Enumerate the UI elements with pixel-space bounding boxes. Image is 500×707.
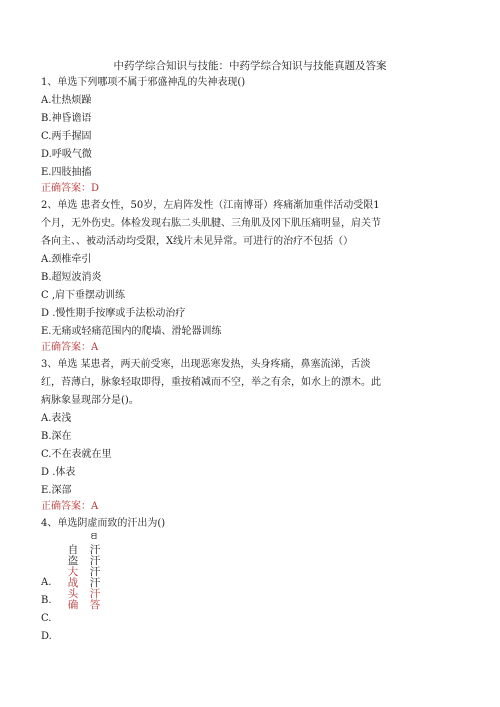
q3-option-c: C.不在表就在里 bbox=[41, 449, 112, 460]
q4-col-top-mark: ᗺ bbox=[91, 532, 97, 541]
q4-col-right-char: 汗 bbox=[89, 566, 101, 578]
q4-col-right bbox=[88, 545, 102, 611]
q3-stem-line3: 病脉象显现部分是()。 bbox=[41, 395, 139, 406]
q3-stem-line1: 3、单选 某患者，两天前受寒，出现恶寒发热，头身疼痛，鼻塞流涕，舌淡 bbox=[41, 359, 371, 370]
q4-col-left-char: 大 bbox=[67, 566, 79, 578]
q2-answer: 正确答案：A bbox=[41, 342, 99, 353]
q1-option-a: A.壮热烦躁 bbox=[41, 95, 92, 106]
q1-stem: 1、单选下列哪项不属于邪盛神乱的失神表现() bbox=[41, 77, 246, 88]
q4-col-left-char: 头 bbox=[67, 588, 79, 600]
q1-option-d: D.呼吸气微 bbox=[41, 149, 92, 160]
q2-stem-line1: 2、单选 患者女性，50岁，左肩阵发性（江南博哥）疼痛渐加重伴活动受限1 bbox=[41, 200, 380, 211]
q4-option-b: B. bbox=[41, 595, 52, 606]
q4-option-a: A. bbox=[41, 577, 52, 588]
q2-stem-line2: 个月，无外伤史。体检发现右肱二头肌腱、三角肌及冈下肌压痛明显，肩关节 bbox=[41, 218, 381, 229]
q4-option-d: D. bbox=[41, 631, 52, 642]
q2-option-e: E.无痛或轻痛范围内的爬墙、滑轮器训练 bbox=[41, 326, 222, 337]
q1-option-e: E.四肢抽搐 bbox=[41, 167, 92, 178]
q3-option-b: B.深在 bbox=[41, 431, 72, 442]
q4-col-left-char: 确 bbox=[67, 599, 79, 611]
q4-option-c: C. bbox=[41, 613, 52, 624]
q2-option-d: D .慢性期手按摩或手法松动治疗 bbox=[41, 308, 186, 319]
q2-option-a: A.颈椎牵引 bbox=[41, 254, 92, 265]
q3-option-e: E.深部 bbox=[41, 485, 72, 496]
q4-col-left-char: 盗 bbox=[67, 555, 79, 567]
q3-option-a: A.表浅 bbox=[41, 413, 72, 424]
page-title: 中药学综合知识与技能：中药学综合知识与技能真题及答案 bbox=[113, 60, 387, 72]
q4-col-right-char: 汗 bbox=[89, 577, 101, 589]
q3-answer: 正确答案：A bbox=[41, 501, 99, 512]
q3-stem-line2: 红，苔薄白，脉象轻取即得，重按稍减而不空，举之有余，如水上的漂木。此 bbox=[41, 377, 381, 388]
q1-option-c: C.两手握固 bbox=[41, 131, 92, 142]
q2-stem-line3: 各向主、、被动活动均受限，X线片未见异常。可进行的治疗不包括（） bbox=[41, 236, 354, 247]
q3-option-d: D .体表 bbox=[41, 467, 76, 478]
q4-col-left-char: 战 bbox=[67, 577, 79, 589]
q1-option-b: B.神昏谵语 bbox=[41, 113, 92, 124]
q4-col-right-char: 汗 bbox=[89, 588, 101, 600]
q2-option-b: B.超短波消炎 bbox=[41, 272, 102, 283]
q4-col-right-char: 汗 bbox=[89, 544, 101, 556]
q2-option-c: C ,肩下垂摆动训练 bbox=[41, 290, 126, 301]
q1-answer: 正确答案：D bbox=[41, 183, 100, 194]
q4-col-right-char: 答 bbox=[89, 599, 101, 611]
q4-col-left-char: 自 bbox=[67, 544, 79, 556]
q4-col-left bbox=[66, 545, 80, 611]
q4-stem: 4、单选阴虚而致的汗出为() bbox=[41, 518, 166, 529]
q4-col-right-char: 汗 bbox=[89, 555, 101, 567]
